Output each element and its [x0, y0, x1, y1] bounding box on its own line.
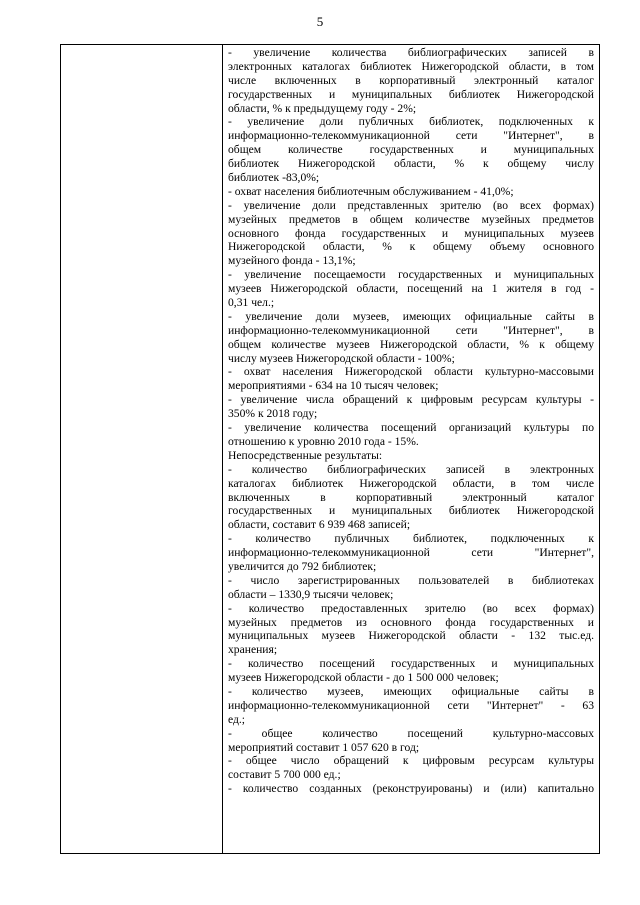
text-line: числу музеев Нижегородской области - 100%; — [228, 351, 455, 365]
text-line: музейных предметов в общем количестве музейных предметов — [228, 212, 594, 226]
text-line: - число зарегистрированных пользователей в библиотеках — [228, 573, 594, 587]
text-line: - увеличение доли представленных зрителю (во всех формах) — [228, 198, 594, 212]
text-line: - увеличение количества посещений организаций культуры по — [228, 421, 594, 435]
text-line: каталогах библиотек Нижегородской области, в том числе — [228, 476, 594, 490]
text-line: библиотек Нижегородской области, % к общему числу — [228, 157, 594, 171]
text-line: - количество музеев, имеющих официальные сайты в — [228, 684, 594, 698]
text-line: информационно-телекоммуникационной сети "Интернет", в — [228, 129, 594, 143]
text-line: информационно-телекоммуникационной сети "Интернет" - 63 — [228, 698, 594, 712]
text-line: составит 5 700 000 ед.; — [228, 768, 341, 782]
table-left-column — [61, 45, 223, 853]
text-line: электронных каталогах библиотек Нижегородской области, в том — [228, 59, 594, 73]
text-line: - охват населения Нижегородской области культурно-массовыми — [228, 365, 594, 379]
text-line: основного фонда государственных и муниципальных музеев — [228, 226, 594, 240]
text-line: музейных предметов из основного фонда государственных и — [228, 615, 594, 629]
text-line: - общее количество посещений культурно-массовых — [228, 726, 594, 740]
text-line: области, % к предыдущему году - 2%; — [228, 101, 417, 115]
text-line: Непосредственные результаты: — [228, 448, 383, 462]
text-line: - количество публичных библиотек, подключенных к — [228, 532, 594, 546]
text-line: - увеличение количества библиографических записей в — [228, 46, 594, 59]
text-line: музеев Нижегородской области - до 1 500 000 человек; — [228, 671, 499, 685]
text-line: хранения; — [228, 643, 278, 657]
text-line: библиотек -83,0%; — [228, 171, 320, 185]
text-line: мероприятиями - 634 на 10 тысяч человек; — [228, 379, 439, 393]
text-line: муниципальных музеев Нижегородской области - 132 тыс.ед. — [228, 629, 594, 643]
text-line: числе включенных в корпоративный электронный каталог — [228, 73, 594, 87]
text-line: увеличится до 792 библиотек; — [228, 559, 377, 573]
page-number: 5 — [316, 14, 324, 29]
text-line: информационно-телекоммуникационной сети "Интернет", в — [228, 323, 594, 337]
text-line: - количество посещений государственных и муниципальных — [228, 657, 594, 671]
text-line: музейного фонда - 13,1%; — [228, 254, 356, 268]
text-line: государственных и муниципальных библиотек Нижегородской — [228, 504, 594, 518]
text-line: 0,31 чел.; — [228, 296, 275, 310]
text-line: области – 1330,9 тысячи человек; — [228, 587, 394, 601]
text-line: включенных в корпоративный электронный каталог — [228, 490, 594, 504]
text-line: - охват населения библиотечным обслуживанием - 41,0%; — [228, 184, 514, 198]
text-line: - количество созданных (реконструированы) и (или) капитально — [228, 782, 594, 796]
text-line: общем количестве государственных и муниципальных — [228, 143, 594, 157]
text-line: - увеличение доли музеев, имеющих официальные сайты в — [228, 309, 594, 323]
table-right-column — [224, 45, 599, 796]
text-line: - количество библиографических записей в электронных — [228, 462, 594, 476]
text-line: отношению к уровню 2010 года - 15%. — [228, 434, 419, 448]
text-line: музеев Нижегородской области, посещений на 1 жителя в год - — [228, 282, 594, 296]
text-line: - увеличение доли публичных библиотек, подключенных к — [228, 115, 594, 129]
document-table — [60, 44, 600, 854]
text-line: государственных и муниципальных библиотек Нижегородской — [228, 87, 594, 101]
text-line: мероприятий составит 1 057 620 в год; — [228, 740, 420, 754]
text-line: информационно-телекоммуникационной сети "Интернет", — [228, 546, 594, 560]
text-line: - увеличение числа обращений к цифровым ресурсам культуры - — [228, 393, 594, 407]
text-line: общем количестве музеев Нижегородской области, % к общему — [228, 337, 594, 351]
text-line: - количество предоставленных зрителю (во всех формах) — [228, 601, 594, 615]
text-line: 350% к 2018 году; — [228, 407, 318, 421]
text-line: ед.; — [228, 712, 246, 726]
text-line: области, составит 6 939 468 записей; — [228, 518, 411, 532]
text-line: - увеличение посещаемости государственных и муниципальных — [228, 268, 594, 282]
text-line: Нижегородской области, % к общему объему основного — [228, 240, 594, 254]
text-line: - общее число обращений к цифровым ресурсам культуры — [228, 754, 594, 768]
